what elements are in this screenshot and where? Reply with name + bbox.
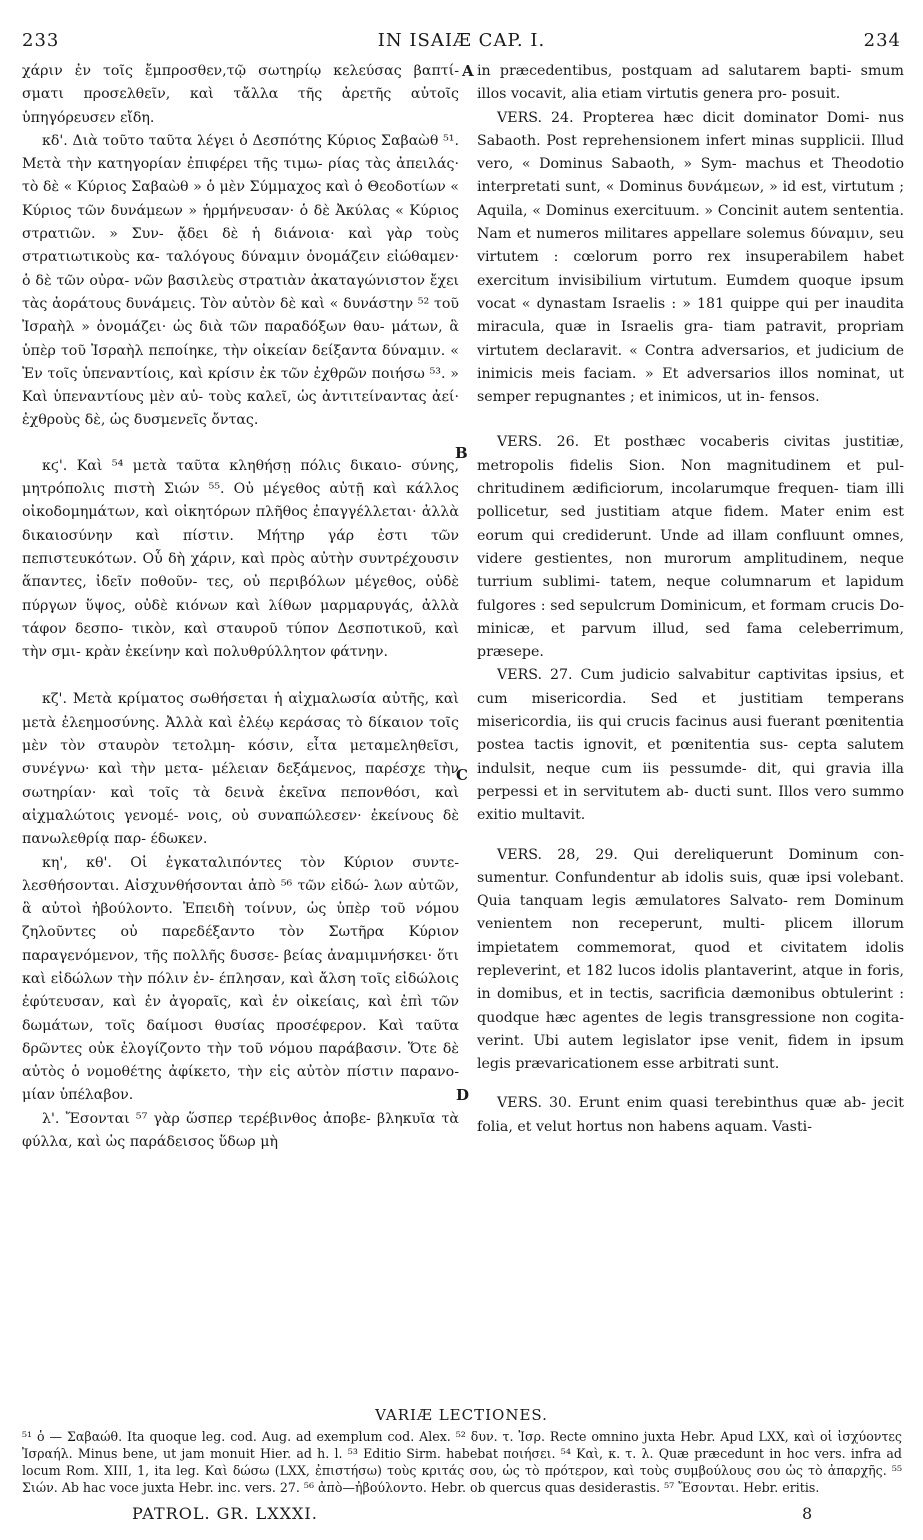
margin-marker-b: B	[455, 444, 468, 462]
margin-marker-a: A	[462, 62, 474, 80]
margin-marker-c: C	[456, 766, 468, 784]
latin-column	[477, 60, 904, 1139]
right-page-number: 234	[863, 30, 901, 51]
greek-column	[22, 60, 459, 1154]
latin-paragraph: VERS. 26. Et posthæc vocaberis civitas justitiæ, metropolis fidelis Sion. Non magnitudinem et pul- chritudinem ædificiorum, incolarumque frequen- tiam illi pollicetur, sed justitiam atque fidem. Mater enim est eorum qui crediderunt. Unde ad illam confluunt omnes, videre gestientes, non murorum amplitudinem, neque turrium sublimi- tatem, neque columnarum et lapidum fulgores : sed sepulcrum Dominicum, et formam crucis Do- minicæ, et parvum illud, sed fama celeberrimum, præsepe.	[477, 434, 904, 661]
latin-paragraph: VERS. 24. Propterea hæc dicit dominator Domi- nus Sabaoth. Post reprehensionem infert minas supplicii. Illud vero, « Dominus Sabaoth, » Sym- machus et Theodotio interpretati sunt, « Dominus δυνάμεων, » id est, virtutum ; Aquila, « Dominus exercituum. » Concinit autem sententia. Nam et numeros militares appellare solemus δύναμιν, seu virtutem : cœlorum porro rex insuperabilem habet exercitum invisibilium virtutum. Eumdem quoque ipsum vocat « dynastam Israelis : » 181 quippe qui per inaudita miracula, quæ in Israelis gra- tiam patravit, propriam virtutem declaravit. « Contra adversarios, et judicium de inimicis meis faciam. » Et adversarios illos nominat, ut semper repugnantes ; et inimicos, ut in- fensos.	[477, 109, 904, 406]
latin-paragraph: VERS. 30. Erunt enim quasi terebinthus quæ ab- jecit folia, et velut hortus non habens aquam. Vasti-	[477, 1095, 904, 1135]
footer-sheet-number: 8	[802, 1504, 814, 1523]
greek-paragraph: κϛ'. Καὶ ⁵⁴ μετὰ ταῦτα κληθήσῃ πόλις δικαιο- σύνης, μητρόπολις πιστὴ Σιών ⁵⁵. Οὐ μέγεθος αὐτῇ καὶ κάλλος οἰκοδομημάτων, καὶ οἰκητόρων πλῆθος ἐπαγγέλλεται· ἀλλὰ δικαιοσύνην καὶ πίστιν. Μήτηρ γάρ ἐστι τῶν πεπιστευκότων. Οὗ δὴ χάριν, καὶ πρὸς αὐτὴν συντρέχουσιν ἅπαντες, ἰδεῖν ποθοῦν- τες, οὐ περιβόλων μέγεθος, οὐδὲ πύργων ὕψος, οὐδὲ κιόνων καὶ λίθων μαρμαρυγάς, ἀλλὰ τάφον δεσπο- τικὸν, καὶ σταυροῦ τύπον Δεσποτικοῦ, καὶ τὴν σμι- κρὰν ἐκείνην καὶ πολυθρύλλητον φάτνην.	[22, 457, 459, 661]
latin-paragraph: in præcedentibus, postquam ad salutarem bapti- smum illos vocavit, alia etiam virtutis genera pro- posuit.	[477, 63, 904, 103]
latin-paragraph: VERS. 27. Cum judicio salvabitur captivitas ipsius, et cum misericordia. Sed et justitiam temperans misericordia, iis qui crucis facinus ausi fuerant pœnitentia postea tactis ignovit, et pœnitentia sus- cepta salutem indulsit, neque cum iis pessumde- dit, qui gravia illa perpessi et in servitutem ab- ducti sunt. Illos vero summo exitio multavit.	[477, 667, 904, 824]
footer-signature: PATROL. GR. LXXXI.	[132, 1504, 318, 1523]
page-title: IN ISAIÆ CAP. I.	[377, 30, 546, 51]
page-footer	[22, 1504, 901, 1526]
greek-paragraph: κζ'. Μετὰ κρίματος σωθήσεται ἡ αἰχμαλωσία αὐτῆς, καὶ μετὰ ἐλεημοσύνης. Ἀλλὰ καὶ ἐλέῳ κεράσας τὸ δίκαιον τοῖς μὲν τὸν σταυρὸν τετολμη- κόσιν, εἶτα μεταμεληθεῖσι, συνέγνω· καὶ τὴν μετα- μέλειαν δεξάμενος, παρέσχε τὴν σωτηρίαν· καὶ τοῖς τὰ δεινὰ ἐκεῖνα πεπονθόσι, καὶ αἰχμαλώτοις γενομέ- νοις, οὐ συναπώλεσεν· ἐκείνους δὲ πανωλεθρίᾳ παρ- έδωκεν.	[22, 691, 459, 848]
greek-paragraph: κη', κθ'. Οἱ ἐγκαταλιπόντες τὸν Κύριον συντε- λεσθήσονται. Αἰσχυνθήσονται ἀπὸ ⁵⁶ τῶν εἰδώ- λων αὐτῶν, ἃ αὐτοὶ ἠβούλοντο. Ἐπειδὴ τοίνυν, ὡς ὑπὲρ τοῦ νόμου ζηλοῦντες οὐ παρεδέξαντο τὸν Σωτῆρα Κύριον παραγενόμενον, τῆς πολλῆς δυσσε- βείας ἀναμιμνήσκει· ὅτι καὶ εἰδώλων τὴν πόλιν ἐν- έπλησαν, καὶ ἄλση τοῖς εἰδώλοις ἐφύτευσαν, καὶ ἐν ἀγοραῖς, καὶ ἐν οἰκείαις, καὶ ἐπὶ τῶν δωμάτων, τοῖς δαίμοσι θυσίας προσέφερον. Καὶ ταῦτα δρῶντες οὐκ ἐλογίζοντο τὴν τοῦ νόμου παράβασιν. Ὅτε δὲ αὐτὸς ὁ νομοθέτης ἀφίκετο, τὴν εἰς αὐτὸν πίστιν παρανο- μίαν ὑπέλαβον.	[22, 854, 459, 1104]
greek-paragraph: λ'. Ἔσονται ⁵⁷ γὰρ ὥσπερ τερέβινθος ἀποβε- βληκυῖα τὰ φύλλα, καὶ ὡς παράδεισος ὕδωρ μὴ	[22, 1110, 459, 1151]
running-head	[22, 30, 901, 56]
latin-paragraph: VERS. 28, 29. Qui dereliquerunt Dominum con- sumentur. Confundentur ab idolis suis, quæ ipsi volebant. Quia tanquam legis æmulatores Salvato- rem Dominum venientem non receperunt, multi- plicem illorum impietatem commemorat, quod et civitatem idolis repleverint, et 182 lucos idolis plantaverint, atque in foris, in domibus, et in tectis, sacrificia dæmonibus obtulerint : quodque hæc agentes de legis transgressione non cogita- verint. Ubi autem legislator ipse venit, fidem in ipsum legis prævaricationem esse arbitrati sunt.	[477, 846, 904, 1073]
left-page-number: 233	[22, 30, 60, 51]
margin-marker-d: D	[456, 1086, 470, 1104]
greek-paragraph: χάριν ἐν τοῖς ἔμπροσθεν,τῷ σωτηρίῳ κελεύσας βαπτί- σματι προσελθεῖν, καὶ τἄλλα τῆς ἀρετῆς αὐτοῖς ὑπηγόρευσεν εἴδη.	[22, 63, 459, 126]
variae-text: ⁵¹ ὁ — Σαβαώθ. Ita quoque leg. cod. Aug. ad exemplum cod. Alex. ⁵² δυν. τ. Ἰσρ. Recte omnino juxta Hebr. Apud LXX, καὶ οἱ ἰσχύοντες Ἰσραήλ. Minus bene, ut jam monuit Hier. ad h. l. ⁵³ Editio Sirm. habebat ποιήσει. ⁵⁴ Καὶ, κ. τ. λ. Quæ præcedunt in hoc vers. infra ad locum Rom. XIII, 1, ita leg. Καὶ δώσω (LXX, ἐπιστήσω) τοὺς κριτάς σου, ὡς τὸ πρότερον, καὶ τοὺς συμβούλους σου ὡς τὸ ἀπαρχῆς. ⁵⁵ Σιών. Ab hac voce juxta Hebr. inc. vers. 27. ⁵⁶ ἀπὸ—ἠβούλοντο. Hebr. ob quercus quas desiderastis. ⁵⁷ Ἔσονται. Hebr. eritis.	[22, 1429, 902, 1495]
variae-lectiones-title: VARIÆ LECTIONES.	[375, 1406, 548, 1424]
greek-paragraph: κδ'. Διὰ τοῦτο ταῦτα λέγει ὁ Δεσπότης Κύριος Σαβαὼθ ⁵¹. Μετὰ τὴν κατηγορίαν ἐπιφέρει τῆς τιμω- ρίας τὰς ἀπειλάς· τὸ δὲ « Κύριος Σαβαὼθ » ὁ μὲν Σύμμαχος καὶ ὁ Θεοδοτίων « Κύριος τῶν δυνάμεων » ἡρμήνευσαν· ὁ δὲ Ἀκύλας « Κύριος στρατιῶν. » Συν- ᾄδει δὲ ἡ διάνοια· καὶ γὰρ τοὺς στρατιωτικοὺς κα- ταλόγους δύναμιν ὀνομάζειν εἰώθαμεν· ὁ δὲ τῶν οὐρα- νῶν βασιλεὺς στρατιὰν ἀκαταγώνιστον ἔχει τὰς ἀοράτους δυνάμεις. Τὸν αὐτὸν δὲ καὶ « δυνάστην ⁵² τοῦ Ἰσραὴλ » ὀνομάζει· ὡς διὰ τῶν παραδόξων θαυ- μάτων, ἃ ὑπὲρ τοῦ Ἰσραὴλ πεποίηκε, τὴν οἰκείαν δείξαντα δύναμιν. « Ἐν τοῖς ὑπεναντίοις, καὶ κρίσιν ἐκ τῶν ἐχθρῶν ποιήσω ⁵³. » Καὶ ὑπεναντίους μὲν αὐ- τοὺς καλεῖ, ὡς ἀντιτείναντας ἀεί· ἐχθροὺς δὲ, ὡς δυσμενεῖς ὄντας.	[22, 132, 459, 429]
variae-lectiones	[22, 1428, 902, 1496]
